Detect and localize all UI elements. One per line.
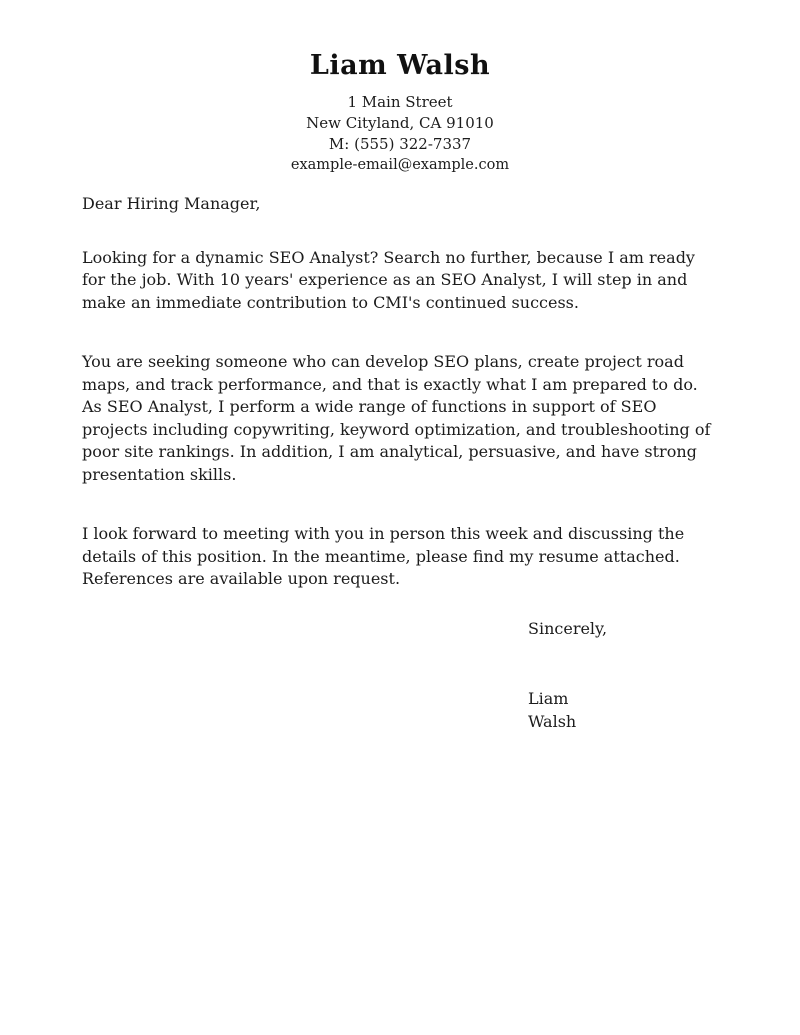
signature [528,688,718,733]
signature-first-name: Liam [528,689,569,709]
signature-last-name: Walsh [528,711,577,731]
sender-address-street: 1 Main Street [347,93,453,112]
closing-block [82,618,718,734]
sender-address-city: New Cityland, CA 91010 [306,114,494,133]
sender-email: example-email@example.com [290,157,510,174]
salutation: Sincerely, [528,618,608,638]
letter-body [0,193,800,733]
paragraph-qualifications: You are seeking someone who can develop SEO plans, create project road maps, and track performance, and that is exactly what I am prepared to do. As SEO Analyst, I perform a wide range of functions in support of SEO projects including copywriting, keyword optimization, and troubleshooting of poor site rankings. In addition, I am analytical, persuasive, and have strong presentation skills. [82,352,711,484]
letter-header [0,0,800,176]
sender-name: Liam Walsh [309,50,491,81]
paragraph-intro: Looking for a dynamic SEO Analyst? Search no further, because I am ready for the job. With 10 years' experience as an SEO Analyst, I will step in and make an immediate contribution to CMI's continued success. [82,247,695,312]
greeting: Dear Hiring Manager, [82,194,261,214]
sender-phone: M: (555) 322-7337 [328,135,472,154]
paragraph-closing: I look forward to meeting with you in person this week and discussing the details of this position. In the meantime, please find my resume attached. References are available upon request. [82,524,685,589]
